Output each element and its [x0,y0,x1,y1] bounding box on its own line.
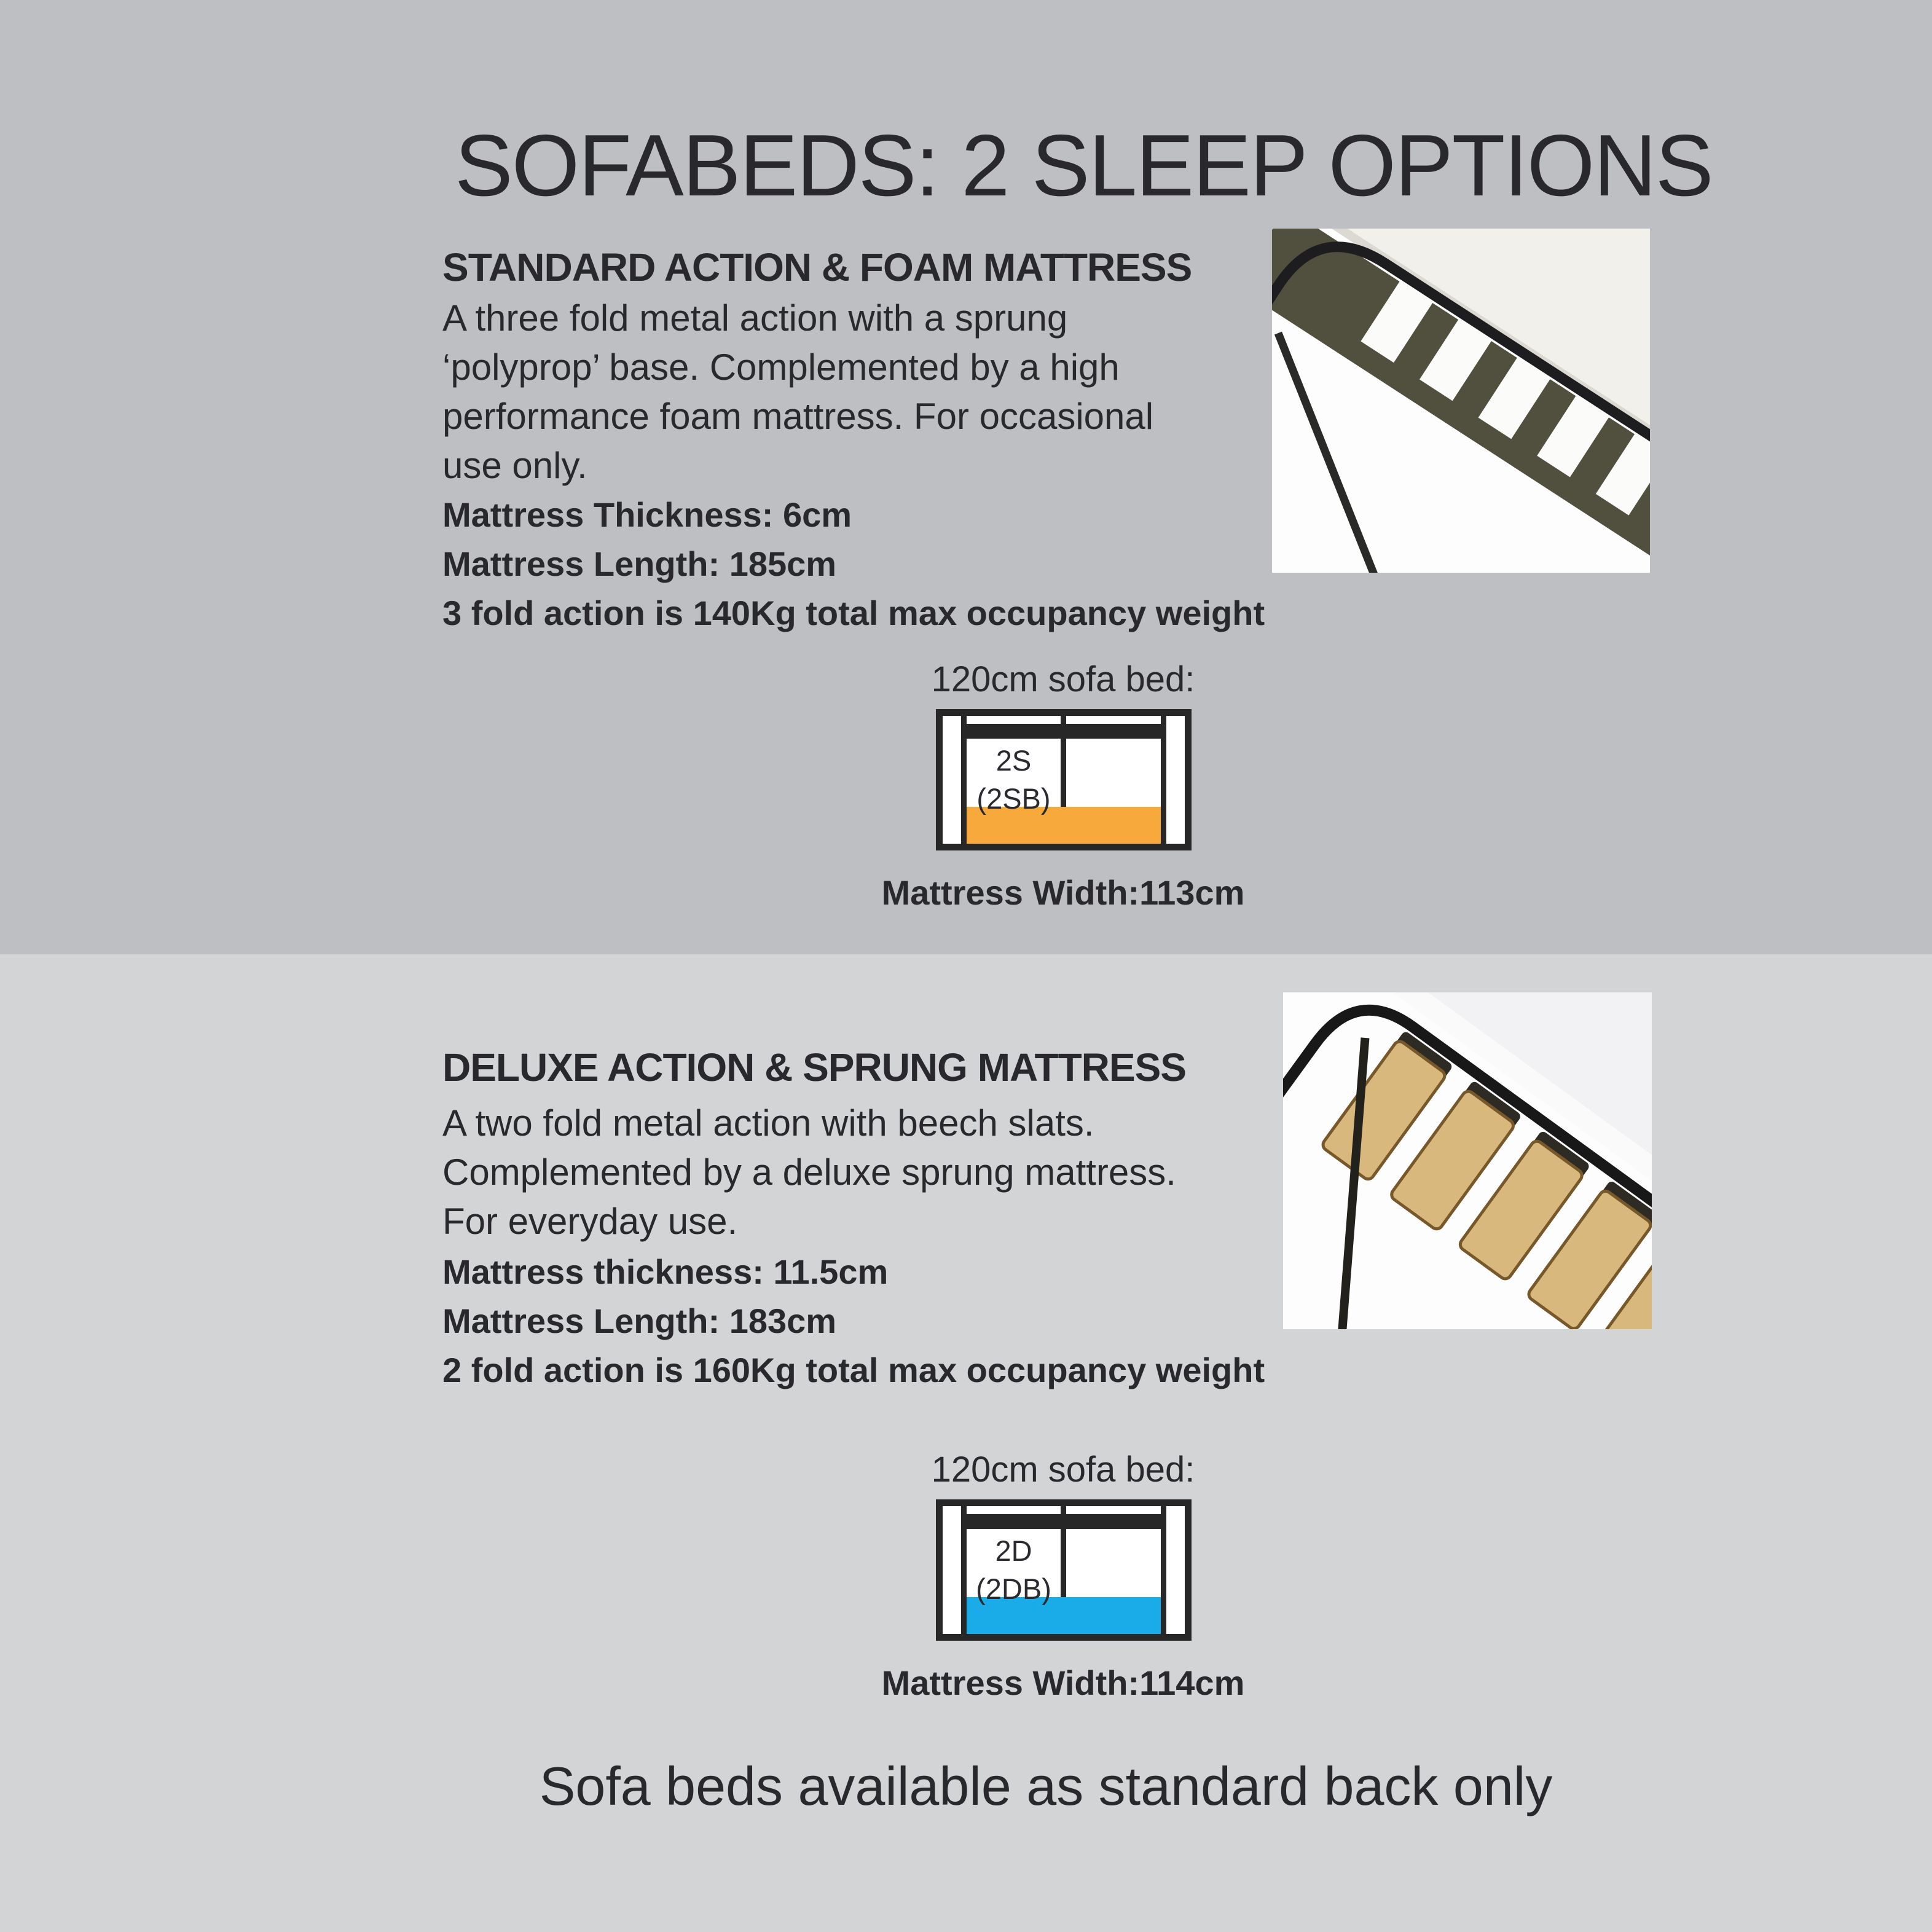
sofa-seat-divider [1061,716,1066,807]
availability-note: Sofa beds available as standard back only [539,1756,1553,1816]
spec-line-max-weight: 3 fold action is 140Kg total max occupancy weight [442,594,1265,632]
sofa-seat-divider [1061,1506,1066,1597]
diagram-caption-deluxe: 120cm sofa bed: [931,1450,1195,1490]
diagram-caption-standard: 120cm sofa bed: [931,659,1195,699]
page-title: SOFABEDS: 2 SLEEP OPTIONS [455,117,1713,214]
description-line: ‘polyprop’ base. Complemented by a high [442,347,1120,388]
section-description-deluxe [442,1099,1176,1246]
description-line: A two fold metal action with beech slats. [442,1102,1094,1144]
cell-code: 2S [995,744,1032,777]
cell-code: 2D [995,1534,1032,1567]
section-description-standard [442,294,1153,490]
cell-code-alt: (2DB) [976,1573,1051,1605]
sofa-cell-label-deluxe [967,1532,1061,1608]
spec-line-mattress-thickness: Mattress thickness: 11.5cm [442,1252,889,1291]
spec-line-mattress-length: Mattress Length: 185cm [442,544,837,583]
description-line: performance foam mattress. For occasional [442,396,1154,437]
description-line: For everyday use. [442,1201,738,1242]
description-line: Complemented by a deluxe sprung mattress. [442,1152,1176,1193]
section-specs-standard [442,490,1265,638]
deluxe-action-corner-photo [1283,992,1652,1329]
spec-line-mattress-thickness: Mattress Thickness: 6cm [442,495,852,534]
standard-action-corner-photo [1272,229,1650,573]
spec-line-mattress-length: Mattress Length: 183cm [442,1302,837,1340]
description-line: A three fold metal action with a sprung [442,297,1068,339]
cell-code-alt: (2SB) [976,782,1051,815]
sofa-cell-label-standard [967,742,1061,818]
sofa-bed-diagram-standard [936,709,1192,850]
section-heading-deluxe: DELUXE ACTION & SPRUNG MATTRESS [442,1045,1186,1090]
spec-line-max-weight: 2 fold action is 160Kg total max occupancy weight [442,1351,1265,1389]
section-specs-deluxe [442,1247,1265,1395]
description-line: use only. [442,445,587,486]
section-heading-standard: STANDARD ACTION & FOAM MATTRESS [442,245,1192,289]
mattress-width-label-deluxe: Mattress Width:114cm [881,1663,1245,1702]
sofa-bed-diagram-deluxe [936,1499,1192,1641]
mattress-width-label-standard: Mattress Width:113cm [881,873,1245,912]
